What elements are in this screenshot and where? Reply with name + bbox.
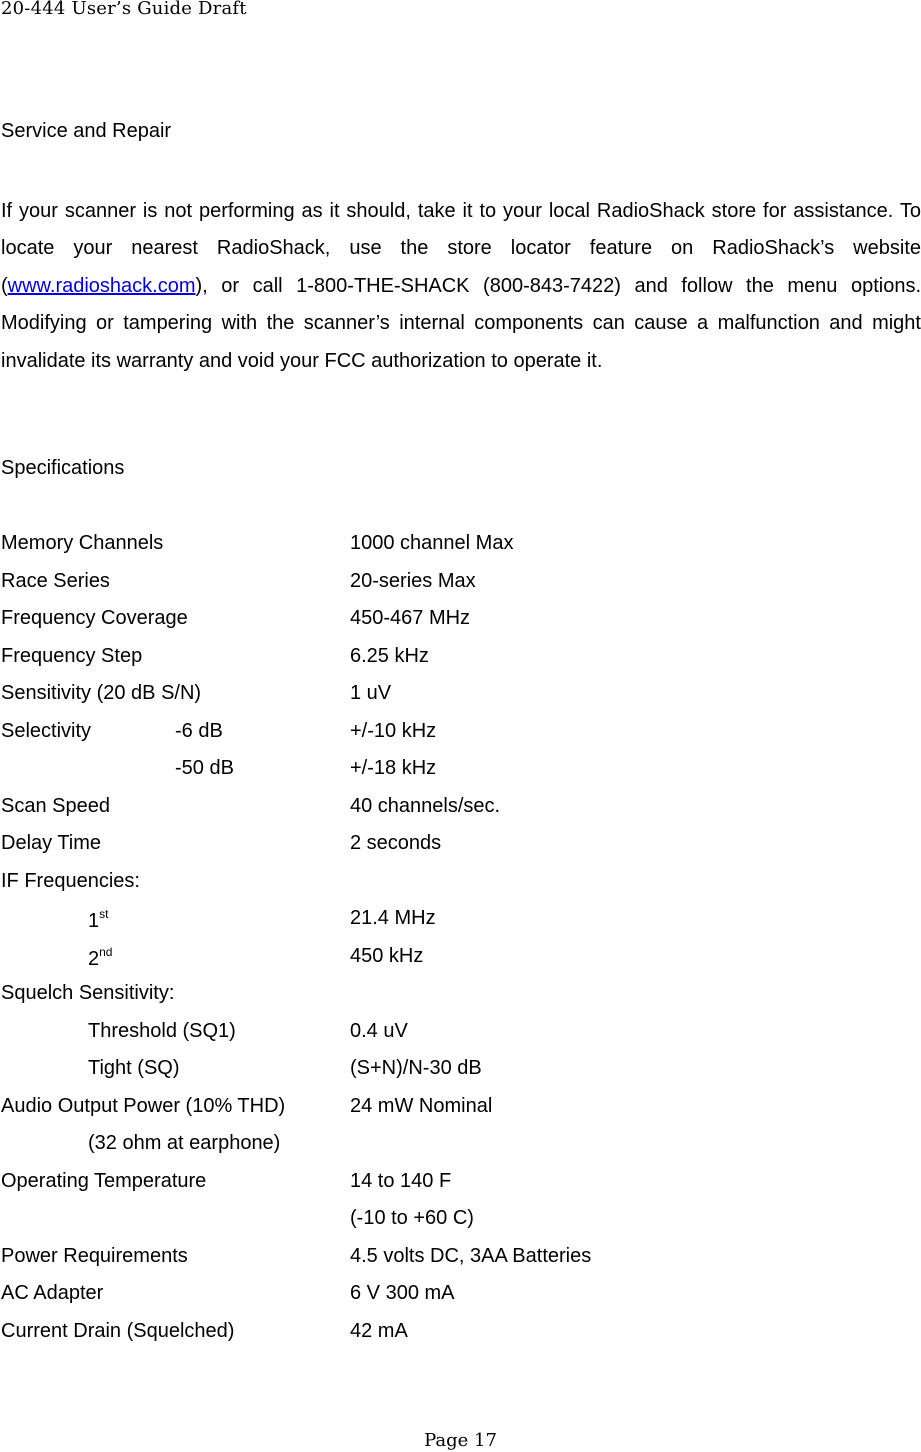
- ac-adapter-value: 6 V 300 mA: [350, 1282, 455, 1304]
- memory-value: 1000 channel Max: [350, 532, 514, 554]
- if-second-num: 2: [88, 948, 100, 970]
- delay-time-label: Delay Time: [1, 832, 102, 854]
- temperature-label: Operating Temperature: [1, 1170, 207, 1192]
- service-paragraph: [1, 193, 921, 380]
- specs-heading: Specifications: [1, 457, 125, 479]
- scan-speed-label: Scan Speed: [1, 795, 110, 817]
- service-text-1: If your scanner is not performing as it should, take it to your local RadioShack store for assistance. To locate your nearest RadioShack, use the store locator feature on RadioShack’s website (: [1, 200, 921, 297]
- tight-value: (S+N)/N-30 dB: [350, 1057, 482, 1079]
- page-header: 20-444 User’s Guide Draft: [1, 0, 247, 19]
- service-heading: Service and Repair: [1, 120, 172, 142]
- delay-time-value: 2 seconds: [350, 832, 442, 854]
- sensitivity-label: Sensitivity (20 dB S/N): [1, 682, 202, 704]
- freq-coverage-value: 450-467 MHz: [350, 607, 471, 629]
- if-second-label: [88, 945, 112, 971]
- freq-step-value: 6.25 kHz: [350, 645, 429, 667]
- if-second-value: 450 kHz: [350, 945, 424, 967]
- if-first-label: [88, 907, 108, 933]
- selectivity-value-1: +/-10 kHz: [350, 720, 437, 742]
- ac-adapter-label: AC Adapter: [1, 1282, 104, 1304]
- page-number: Page 17: [424, 1430, 497, 1451]
- memory-label: Memory Channels: [1, 532, 164, 554]
- if-first-num: 1: [88, 910, 100, 932]
- current-drain-value: 42 mA: [350, 1320, 408, 1342]
- if-second-sup: nd: [99, 945, 113, 959]
- race-value: 20-series Max: [350, 570, 476, 592]
- current-drain-label: Current Drain (Squelched): [1, 1320, 235, 1342]
- selectivity-sub-2: -50 dB: [175, 757, 234, 779]
- freq-step-label: Frequency Step: [1, 645, 143, 667]
- squelch-label: Squelch Sensitivity:: [1, 982, 175, 1004]
- freq-coverage-label: Frequency Coverage: [1, 607, 188, 629]
- scan-speed-value: 40 channels/sec.: [350, 795, 501, 817]
- threshold-label: Threshold (SQ1): [88, 1020, 236, 1042]
- service-text-2: ), or call 1-800-THE-SHACK (800-843-7422) and follow the menu options. Modifying or tampering with the scanner’s internal components can cause a malfunction and might invalidate its warranty and void your FCC authorization to operate it.: [1, 274, 921, 372]
- radioshack-link[interactable]: www.radioshack.com: [7, 274, 196, 297]
- if-frequencies-label: IF Frequencies:: [1, 870, 140, 892]
- power-label: Power Requirements: [1, 1245, 188, 1267]
- selectivity-label: Selectivity: [1, 720, 92, 742]
- if-first-sup: st: [99, 907, 109, 921]
- if-first-value: 21.4 MHz: [350, 907, 436, 929]
- tight-label: Tight (SQ): [88, 1057, 180, 1079]
- race-label: Race Series: [1, 570, 110, 592]
- threshold-value: 0.4 uV: [350, 1020, 408, 1042]
- audio-output-label: Audio Output Power (10% THD): [1, 1095, 286, 1117]
- selectivity-value-2: +/-18 kHz: [350, 757, 437, 779]
- selectivity-sub-1: -6 dB: [175, 720, 223, 742]
- audio-output-value: 24 mW Nominal: [350, 1095, 493, 1117]
- power-value: 4.5 volts DC, 3AA Batteries: [350, 1245, 592, 1267]
- temperature-value-c: (-10 to +60 C): [350, 1207, 474, 1229]
- audio-output-sub: (32 ohm at earphone): [88, 1132, 281, 1154]
- temperature-value-f: 14 to 140 F: [350, 1170, 452, 1192]
- sensitivity-value: 1 uV: [350, 682, 392, 704]
